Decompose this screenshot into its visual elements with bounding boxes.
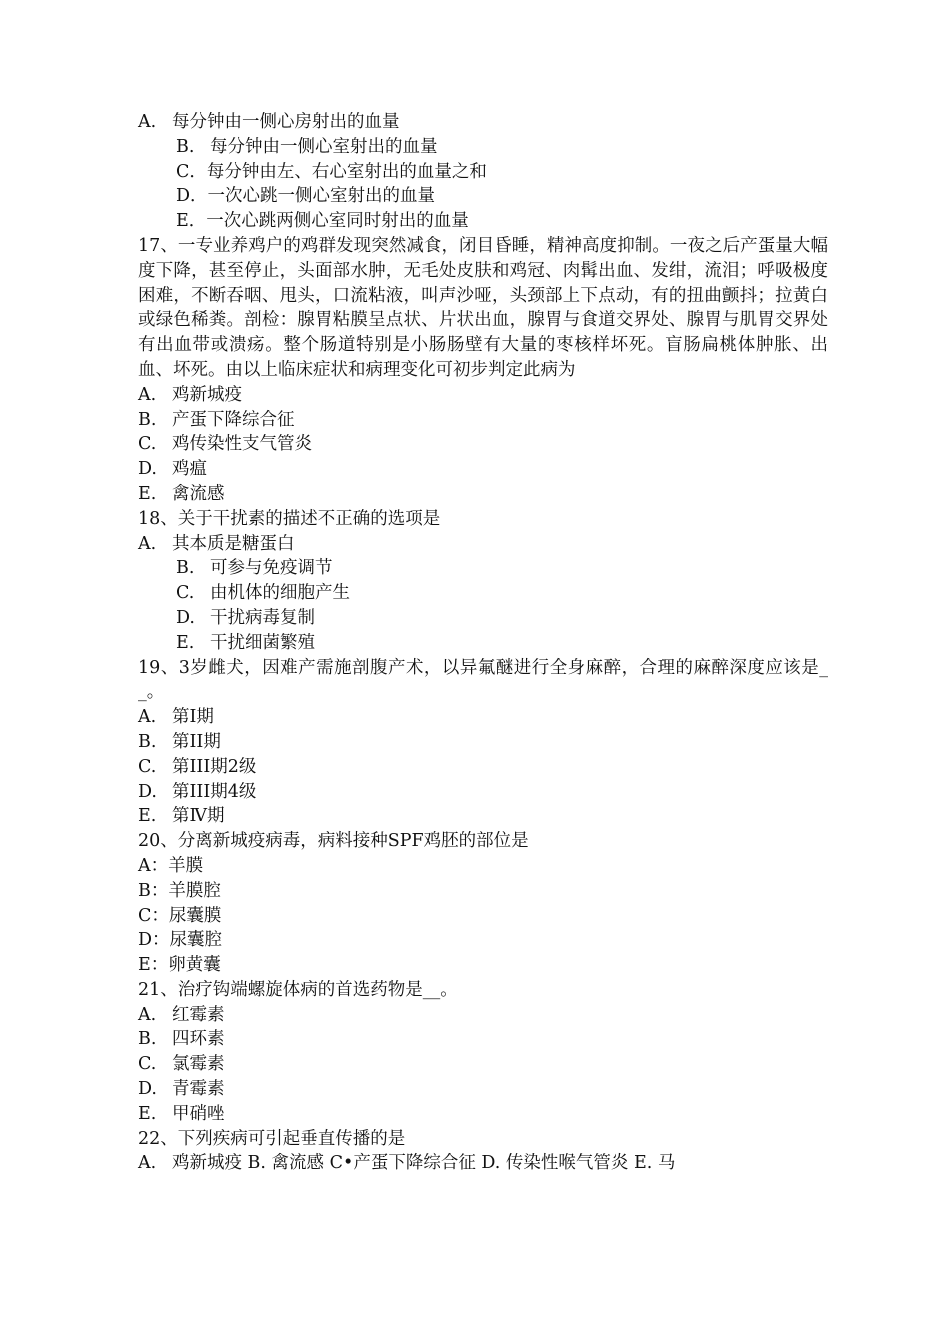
- option-text: 每分钟由左、右心室射出的血量之和: [206, 161, 487, 182]
- option-text: 第III期4级: [172, 781, 257, 802]
- option-text: 尿囊腔: [169, 930, 223, 951]
- option-label: B.: [138, 731, 157, 752]
- q16-option-a: [138, 110, 828, 135]
- option-text: 鸡新城疫 B. 禽流感 C•产蛋下降综合征 D. 传染性喉气管炎 E. 马: [172, 1153, 676, 1174]
- option-text: 干扰细菌繁殖: [210, 632, 315, 653]
- option-text: 氯霉素: [172, 1054, 225, 1075]
- option-label: E．: [176, 211, 207, 232]
- option-label: C：: [138, 905, 169, 926]
- option-label: D：: [138, 930, 170, 951]
- option-text: 其本质是糖蛋白: [172, 533, 295, 554]
- q21-option-a: [138, 1003, 828, 1028]
- option-text: 红霉素: [172, 1004, 225, 1025]
- q17-option-b: [138, 408, 828, 433]
- q18-option-a: [138, 532, 828, 557]
- q19-option-e: [138, 804, 828, 829]
- option-label: D.: [138, 459, 157, 480]
- q17-option-d: [138, 457, 828, 482]
- option-text: 鸡传染性支气管炎: [172, 434, 312, 455]
- option-text: 第Ⅰ期: [172, 707, 214, 728]
- option-label: A：: [138, 855, 169, 876]
- q21-option-d: [138, 1077, 828, 1102]
- option-text: 四环素: [172, 1029, 225, 1050]
- q17-stem: 17、一专业养鸡户的鸡群发现突然减食，闭目昏睡，精神高度抑制。一夜之后产蛋量大幅度下降，甚至停止，头面部水肿，无毛处皮肤和鸡冠、肉髯出血、发绀，流泪；呼吸极度困难，不断吞咽、甩头，口流粘液，叫声沙哑，头颈部上下点动，有的扭曲颤抖；拉黄白或绿色稀粪。剖检：腺胃粘膜呈点状、片状出血，腺胃与食道交界处、腺胃与肌胃交界处有出血带或溃疡。整个肠道特别是小肠肠壁有大量的枣核样坏死。盲肠扁桃体肿胀、出血、坏死。由以上临床症状和病理变化可初步判定此病为: [138, 235, 828, 380]
- option-label: A.: [138, 1004, 157, 1025]
- q20-option-e: [138, 953, 828, 978]
- option-label: B.: [138, 409, 157, 430]
- option-text: 每分钟由一侧心房射出的血量: [172, 112, 400, 132]
- q21-option-c: [138, 1052, 828, 1077]
- option-text: 一次心跳两侧心室同时射出的血量: [206, 211, 469, 232]
- option-text: 甲硝唑: [172, 1103, 225, 1124]
- option-text: 羊膜: [168, 855, 204, 876]
- option-label: C.: [138, 756, 157, 777]
- option-text: 第III期2级: [172, 756, 257, 777]
- q22-options-line: [138, 1151, 828, 1176]
- option-label: D.: [138, 781, 157, 802]
- option-label: A.: [138, 384, 157, 405]
- q17-option-e: [138, 482, 828, 507]
- option-text: 可参与免疫调节: [210, 558, 333, 579]
- option-label: D.: [138, 1079, 157, 1100]
- q20-stem: 20、分离新城疫病毒，病料接种SPF鸡胚的部位是: [138, 831, 529, 852]
- q19-option-b: [138, 730, 828, 755]
- q17-option-a: [138, 383, 828, 408]
- option-label: E.: [138, 806, 157, 827]
- q22-stem: 22、下列疾病可引起垂直传播的是: [138, 1128, 406, 1149]
- option-text: 禽流感: [172, 483, 225, 504]
- option-text: 每分钟由一侧心室射出的血量: [210, 136, 438, 157]
- q21-option-b: [138, 1027, 828, 1052]
- option-text: 卵黄囊: [168, 955, 221, 976]
- q19-option-a: [138, 705, 828, 730]
- option-label: C.: [138, 434, 157, 455]
- q19-option-d: [138, 780, 828, 805]
- q18-option-d: [138, 606, 828, 631]
- q18-option-b: [138, 556, 828, 581]
- q21-stem: 21、治疗钩端螺旋体病的首选药物是__。: [138, 979, 458, 1000]
- q16-option-d: [138, 184, 828, 209]
- q16-option-c: [138, 160, 828, 185]
- q17-option-c: [138, 432, 828, 457]
- q18-option-c: [138, 581, 828, 606]
- option-text: 第Ⅳ期: [172, 806, 225, 827]
- option-label: A.: [138, 1153, 157, 1174]
- q18-stem: 18、关于干扰素的描述不正确的选项是: [138, 508, 441, 529]
- q20-option-b: [138, 879, 828, 904]
- q21-option-e: [138, 1102, 828, 1127]
- option-label: B.: [138, 1029, 157, 1050]
- option-label: A.: [138, 112, 157, 132]
- option-text: 羊膜腔: [168, 880, 221, 901]
- option-text: 一次心跳一侧心室射出的血量: [207, 186, 436, 207]
- option-text: 由机体的细胞产生: [210, 583, 350, 604]
- option-label: A.: [138, 707, 157, 728]
- option-label: D.: [176, 607, 195, 628]
- option-label: B.: [176, 136, 195, 157]
- option-label: A.: [138, 533, 157, 554]
- q18-option-e: [138, 631, 828, 656]
- option-label: C.: [176, 583, 195, 604]
- option-label: B.: [176, 558, 195, 579]
- option-label: C.: [138, 1054, 157, 1075]
- q20-option-a: [138, 854, 828, 879]
- option-label: B：: [138, 880, 169, 901]
- option-label: C．: [176, 161, 207, 182]
- q19-stem: 19、3岁雌犬，因难产需施剖腹产术，以异氟醚进行全身麻醉，合理的麻醉深度应该是__。: [138, 657, 828, 703]
- option-text: 干扰病毒复制: [210, 607, 315, 628]
- q20-option-c: [138, 904, 828, 929]
- q20-option-d: [138, 928, 828, 953]
- document-page: [138, 110, 828, 1176]
- option-label: E：: [138, 955, 169, 976]
- option-text: 青霉素: [172, 1079, 225, 1100]
- option-label: E.: [176, 632, 195, 653]
- q16-option-b: [138, 135, 828, 160]
- option-label: E.: [138, 483, 157, 504]
- option-label: D．: [176, 186, 208, 207]
- q19-option-c: [138, 755, 828, 780]
- option-text: 第II期: [172, 731, 221, 752]
- option-text: 鸡新城疫: [172, 384, 242, 405]
- option-label: E.: [138, 1103, 157, 1124]
- option-text: 尿囊膜: [168, 905, 222, 926]
- option-text: 鸡瘟: [172, 459, 207, 480]
- q16-option-e: [138, 209, 828, 234]
- option-text: 产蛋下降综合征: [172, 409, 295, 430]
